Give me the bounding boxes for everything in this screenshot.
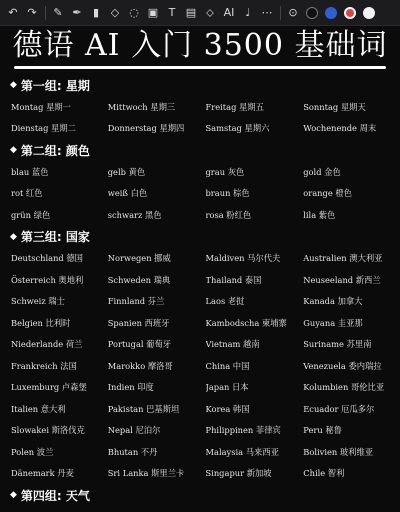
vocab-entry: Bolivien 玻利维亚 <box>303 446 374 457</box>
color-white[interactable] <box>360 4 378 22</box>
vocab-entry: weiß 白色 <box>107 188 148 199</box>
diamond-bullet-icon: ◆ <box>10 490 17 500</box>
group-label: 第二组: 颜色 <box>20 143 90 158</box>
vocab-entry: Thailand 泰国 <box>205 274 262 285</box>
more-icon[interactable]: ⋯ <box>261 6 273 19</box>
vocab-entry: Norwegen 挪威 <box>107 253 171 264</box>
vocab-entry: Donnerstag 星期四 <box>107 123 185 134</box>
title-text: 德语 AI 入门 3500 基础词 <box>12 28 388 63</box>
vocab-entry: Vietnam 越南 <box>205 339 260 350</box>
word-row <box>0 248 400 270</box>
word-row <box>0 269 400 291</box>
vocab-entry: Freitag 星期五 <box>205 101 264 112</box>
vocab-entry: Maldiven 马尔代夫 <box>205 253 281 264</box>
text-box-icon[interactable]: T <box>168 6 176 19</box>
vocab-entry: grau 灰色 <box>205 166 245 177</box>
word-row <box>0 312 400 334</box>
pen-icon[interactable]: ✒ <box>72 6 82 19</box>
word-row <box>0 463 400 485</box>
vocab-entry: Sri Lanka 斯里兰卡 <box>107 468 185 479</box>
vocab-entry: Montag 星期一 <box>11 101 71 112</box>
microphone-icon[interactable]: ♩ <box>245 6 251 19</box>
word-row <box>0 420 400 442</box>
lasso-icon[interactable]: ◌ <box>129 6 139 19</box>
vocab-entry: Ecuador 厄瓜多尔 <box>303 403 375 414</box>
vocab-entry: Österreich 奥地利 <box>11 274 84 285</box>
diamond-bullet-icon: ◆ <box>10 145 17 155</box>
vocab-entry: Chile 智利 <box>303 468 345 479</box>
vocab-entry: Kanada 加拿大 <box>303 296 363 307</box>
vocab-entry: Singapur 新加坡 <box>205 468 272 479</box>
toolbar-divider <box>45 6 46 20</box>
group-heading <box>0 226 400 248</box>
vocab-entry: Frankreich 法国 <box>11 360 77 371</box>
pen-settings-icon[interactable]: ⊙ <box>288 6 298 19</box>
vocab-entry: Pakistan 巴基斯坦 <box>107 403 180 414</box>
group-label: 第一组: 星期 <box>20 78 90 93</box>
word-row <box>0 204 400 226</box>
word-row <box>0 355 400 377</box>
color-red[interactable] <box>341 4 359 22</box>
vocab-entry: Guyana 圭亚那 <box>303 317 363 328</box>
vocab-entry: Finnland 芬兰 <box>107 296 165 307</box>
word-row <box>0 291 400 313</box>
vocab-entry: rosa 粉红色 <box>205 209 252 220</box>
vocab-entry: Italien 意大利 <box>11 403 66 414</box>
title-underline <box>14 66 386 69</box>
vocab-entry: Peru 秘鲁 <box>303 425 342 436</box>
vocab-entry: orange 橙色 <box>303 188 352 199</box>
vocab-entry: braun 棕色 <box>205 188 250 199</box>
highlighter-icon[interactable]: ▮ <box>92 6 100 19</box>
shape-icon[interactable]: ⬦ <box>206 6 214 19</box>
pencil-icon[interactable]: ✎ <box>53 6 63 19</box>
vocab-entry: Australien 澳大利亚 <box>303 253 383 264</box>
vocab-entry: grün 绿色 <box>11 209 51 220</box>
vocab-entry: Slowakei 斯洛伐克 <box>11 425 85 436</box>
vocab-entry: Suriname 苏里南 <box>303 339 372 350</box>
vocab-entry: Mittwoch 星期三 <box>107 101 176 112</box>
vocab-entry: Samstag 星期六 <box>205 123 270 134</box>
redo-icon[interactable]: ↷ <box>27 6 37 19</box>
vocab-entry: Malaysia 马来西亚 <box>205 446 279 457</box>
diamond-bullet-icon: ◆ <box>10 231 17 242</box>
color-black[interactable] <box>303 4 321 22</box>
vocab-entry: Nepal 尼泊尔 <box>107 425 161 436</box>
vocab-entry: Indien 印度 <box>107 382 154 393</box>
vocab-entry: Belgien 比利时 <box>11 317 71 328</box>
vocab-entry: Neuseeland 新西兰 <box>303 274 381 285</box>
vocab-entry: gold 金色 <box>303 166 341 177</box>
group-heading <box>0 484 400 506</box>
vocab-entry: Japan 日本 <box>205 382 249 393</box>
diamond-bullet-icon: ◆ <box>10 80 17 90</box>
word-row <box>0 161 400 183</box>
vocab-entry: Niederlande 荷兰 <box>11 339 83 350</box>
vocab-entry: Sonntag 星期天 <box>303 101 366 112</box>
word-row <box>0 441 400 463</box>
word-row <box>0 96 400 118</box>
vocab-entry: Spanien 西班牙 <box>107 317 170 328</box>
vocab-entry: Deutschland 德国 <box>11 253 83 264</box>
vocab-entry: Korea 韩国 <box>205 403 250 414</box>
ai-icon[interactable]: AI <box>223 6 235 19</box>
vocabulary-content <box>0 74 400 506</box>
vocab-entry: China 中国 <box>205 360 250 371</box>
word-row <box>0 334 400 356</box>
color-blue[interactable] <box>322 4 340 22</box>
vocab-entry: lila 紫色 <box>303 209 336 220</box>
vocab-entry: Luxemburg 卢森堡 <box>11 382 87 393</box>
image-icon[interactable]: ▣ <box>147 6 159 19</box>
undo-icon[interactable]: ↶ <box>8 6 18 19</box>
vocab-entry: Polen 波兰 <box>11 446 54 457</box>
vocab-entry: gelb 黄色 <box>107 166 146 177</box>
group-label: 第三组: 国家 <box>20 230 90 244</box>
word-row <box>0 377 400 399</box>
vocab-entry: Schweden 瑞典 <box>107 274 171 285</box>
toolbar-divider <box>280 6 281 20</box>
vocab-entry: Dienstag 星期二 <box>11 123 76 134</box>
vocab-entry: blau 蓝色 <box>11 166 49 177</box>
word-row <box>0 118 400 140</box>
vocab-entry: Wochenende 周末 <box>303 123 377 134</box>
word-row <box>0 398 400 420</box>
sticky-note-icon[interactable]: ▤ <box>185 6 197 19</box>
vocab-entry: rot 红色 <box>11 188 43 199</box>
vocab-entry: Laos 老挝 <box>205 296 245 307</box>
eraser-icon[interactable]: ◇ <box>110 6 120 19</box>
vocab-entry: Schweiz 瑞士 <box>11 296 65 307</box>
word-row <box>0 183 400 205</box>
vocab-entry: Venezuela 委内瑞拉 <box>303 360 382 371</box>
group-heading <box>0 139 400 161</box>
vocab-entry: Dänemark 丹麦 <box>11 468 74 479</box>
vocab-entry: Philippinen 菲律宾 <box>205 425 281 436</box>
vocab-entry: Kolumbien 哥伦比亚 <box>303 382 385 393</box>
group-heading <box>0 74 400 96</box>
vocab-entry: schwarz 黑色 <box>107 209 162 220</box>
group-label: 第四组: 天气 <box>20 488 90 503</box>
vocab-entry: Bhutan 不丹 <box>107 446 158 457</box>
vocab-entry: Kambodscha 柬埔寨 <box>205 317 287 328</box>
vocab-entry: Portugal 葡萄牙 <box>107 339 172 350</box>
page-title <box>0 26 400 72</box>
toolbar <box>0 0 400 26</box>
vocab-entry: Marokko 摩洛哥 <box>107 360 173 371</box>
